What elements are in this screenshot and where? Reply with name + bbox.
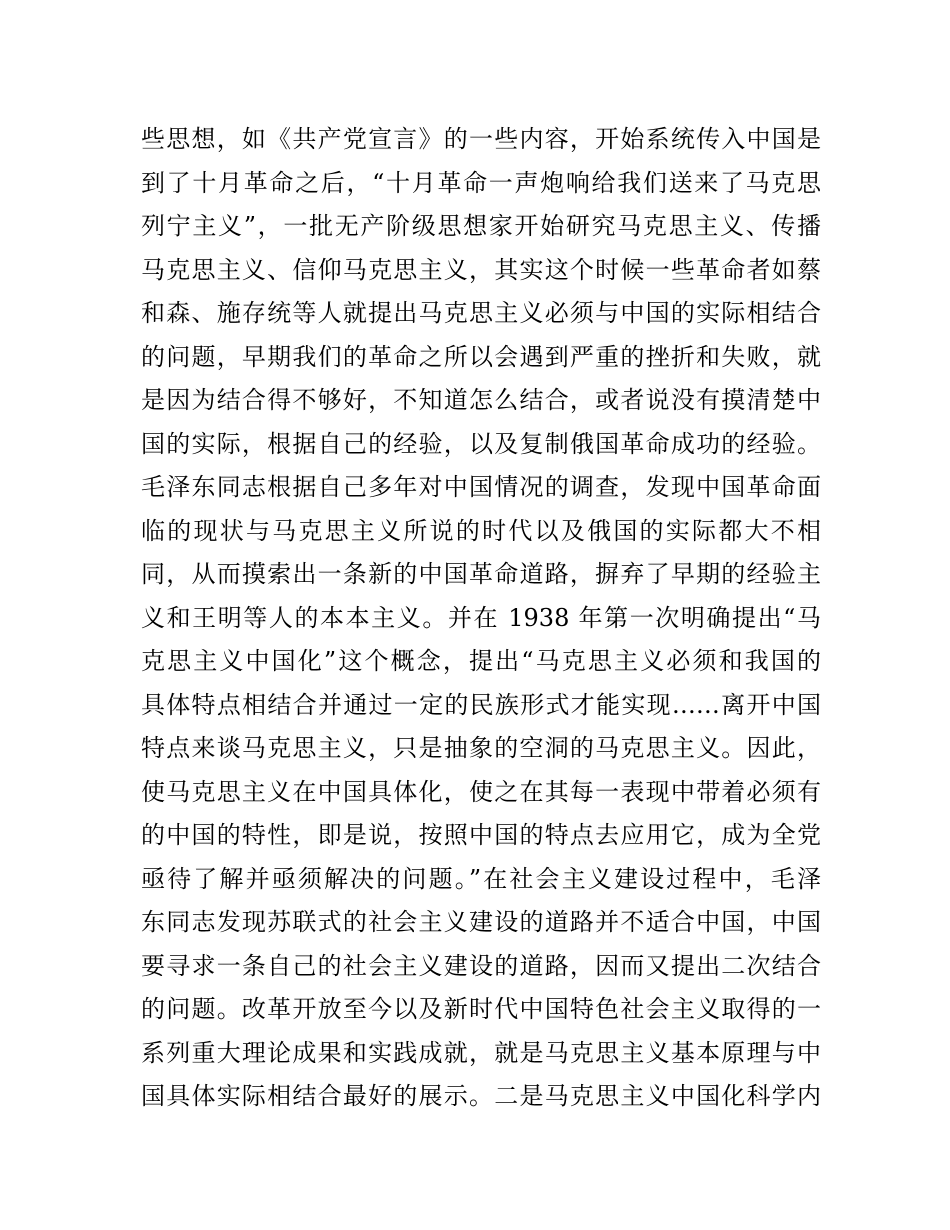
text-line-4: 马克思主义、信仰马克思主义，其实这个时候一些革命者如蔡 bbox=[141, 255, 821, 284]
text-line-7: 是因为结合得不够好，不知道怎么结合，或者说没有摸清楚中 bbox=[141, 386, 821, 414]
text-line-21: 的问题。改革开放至今以及新时代中国特色社会主义取得的一 bbox=[141, 995, 821, 1023]
text-line-13: 克思主义中国化”这个概念，提出“马克思主义必须和我国的 bbox=[141, 647, 821, 675]
text-line-18: 亟待了解并亟须解决的问题。”在社会主义建设过程中，毛泽 bbox=[141, 864, 821, 893]
text-line-22: 系列重大理论成果和实践成就，就是马克思主义基本原理与中 bbox=[141, 1038, 821, 1067]
text-line-2: 到了十月革命之后，“十月革命一声炮响给我们送来了马克思 bbox=[141, 168, 821, 197]
text-line-19: 东同志发现苏联式的社会主义建设的道路并不适合中国，中国 bbox=[141, 908, 821, 936]
text-line-17: 的中国的特性，即是说，按照中国的特点去应用它，成为全党 bbox=[141, 821, 821, 849]
text-line-11: 同，从而摸索出一条新的中国革命道路，摒弃了早期的经验主 bbox=[141, 560, 821, 588]
text-line-9: 毛泽东同志根据自己多年对中国情况的调查，发现中国革命面 bbox=[141, 473, 821, 501]
text-line-3: 列宁主义”，一批无产阶级思想家开始研究马克思主义、传播 bbox=[141, 212, 821, 240]
body-paragraph bbox=[141, 118, 821, 1119]
text-line-14: 具体特点相结合并通过一定的民族形式才能实现……离开中国 bbox=[141, 690, 821, 719]
text-line-1: 些思想，如《共产党宣言》的一些内容，开始系统传入中国是 bbox=[141, 125, 821, 153]
text-line-6: 的问题，早期我们的革命之所以会遇到严重的挫折和失败，就 bbox=[141, 342, 821, 371]
text-line-12: 义和王明等人的本本主义。并在 1938 年第一次明确提出“马 bbox=[141, 603, 821, 632]
text-line-23: 国具体实际相结合最好的展示。二是马克思主义中国化科学内 bbox=[141, 1082, 821, 1110]
text-line-20: 要寻求一条自己的社会主义建设的道路，因而又提出二次结合 bbox=[141, 951, 821, 980]
text-line-16: 使马克思主义在中国具体化，使之在其每一表现中带着必须有 bbox=[141, 777, 821, 806]
text-line-15: 特点来谈马克思主义，只是抽象的空洞的马克思主义。因此， bbox=[141, 734, 821, 762]
text-line-10: 临的现状与马克思主义所说的时代以及俄国的实际都大不相 bbox=[141, 516, 821, 545]
text-line-5: 和森、施存统等人就提出马克思主义必须与中国的实际相结合 bbox=[141, 299, 821, 327]
text-line-8: 国的实际，根据自己的经验，以及复制俄国革命成功的经验。 bbox=[141, 429, 821, 458]
